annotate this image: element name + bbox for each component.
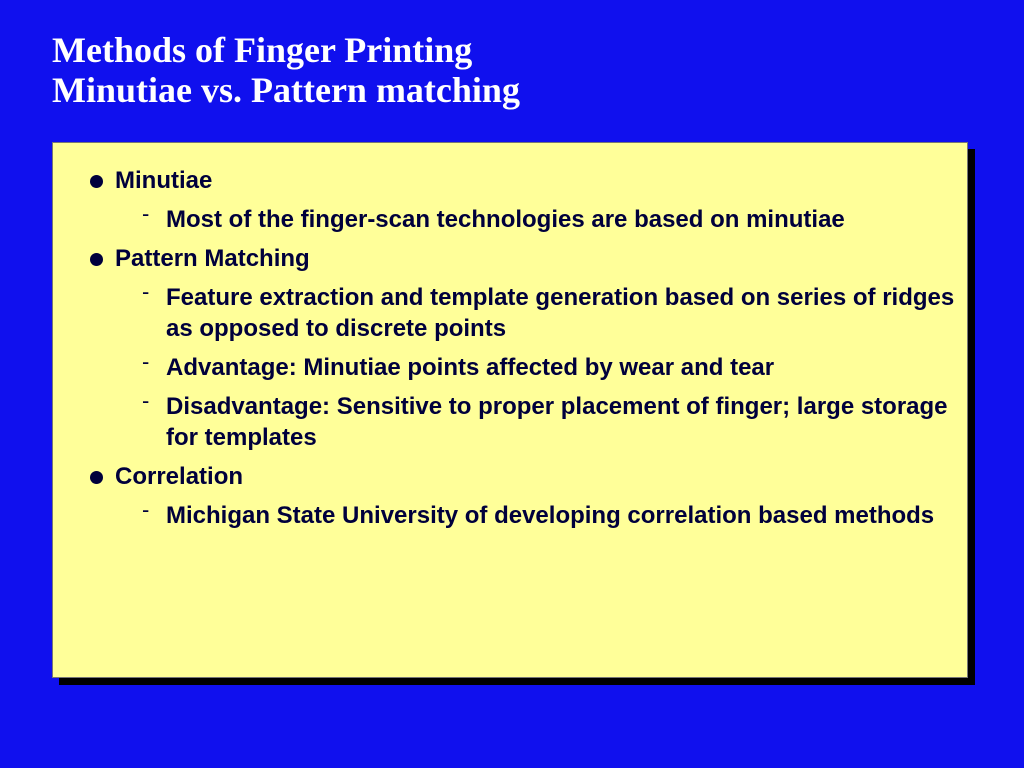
sub-item [115, 279, 967, 344]
bullet-list [53, 165, 967, 539]
bullet-label: Minutiae [115, 167, 213, 194]
bullet-dot-icon [90, 471, 103, 484]
bullet-dot-icon [90, 175, 103, 188]
bullet-correlation [53, 461, 967, 531]
sub-item-text: Disadvantage: Sensitive to proper placement of finger; large storage for templates [166, 393, 948, 451]
dash-icon: - [142, 349, 150, 374]
bullet-label: Correlation [115, 463, 244, 490]
sub-item [115, 497, 967, 531]
sub-item-text: Advantage: Minutiae points affected by wear and tear [166, 354, 775, 381]
sub-item-text: Feature extraction and template generation based on series of ridges as opposed to discrete points [166, 284, 955, 342]
dash-icon: - [142, 388, 150, 413]
bullet-dot-icon [90, 253, 103, 266]
title-line-1: Methods of Finger Printing [52, 30, 473, 70]
sub-list [115, 497, 967, 531]
dash-icon: - [142, 497, 150, 522]
sub-list [115, 279, 967, 453]
sub-item-text: Most of the finger-scan technologies are based on minutiae [166, 206, 845, 233]
dash-icon: - [142, 201, 150, 226]
slide-title [52, 30, 520, 110]
dash-icon: - [142, 279, 150, 304]
title-line-2: Minutiae vs. Pattern matching [52, 70, 520, 110]
bullet-pattern-matching [53, 243, 967, 453]
sub-list [115, 201, 967, 235]
sub-item [115, 388, 967, 453]
sub-item-text: Michigan State University of developing correlation based methods [166, 502, 935, 529]
content-panel [52, 142, 968, 678]
sub-item [115, 349, 967, 383]
bullet-label: Pattern Matching [115, 245, 310, 272]
bullet-minutiae [53, 165, 967, 235]
sub-item [115, 201, 967, 235]
